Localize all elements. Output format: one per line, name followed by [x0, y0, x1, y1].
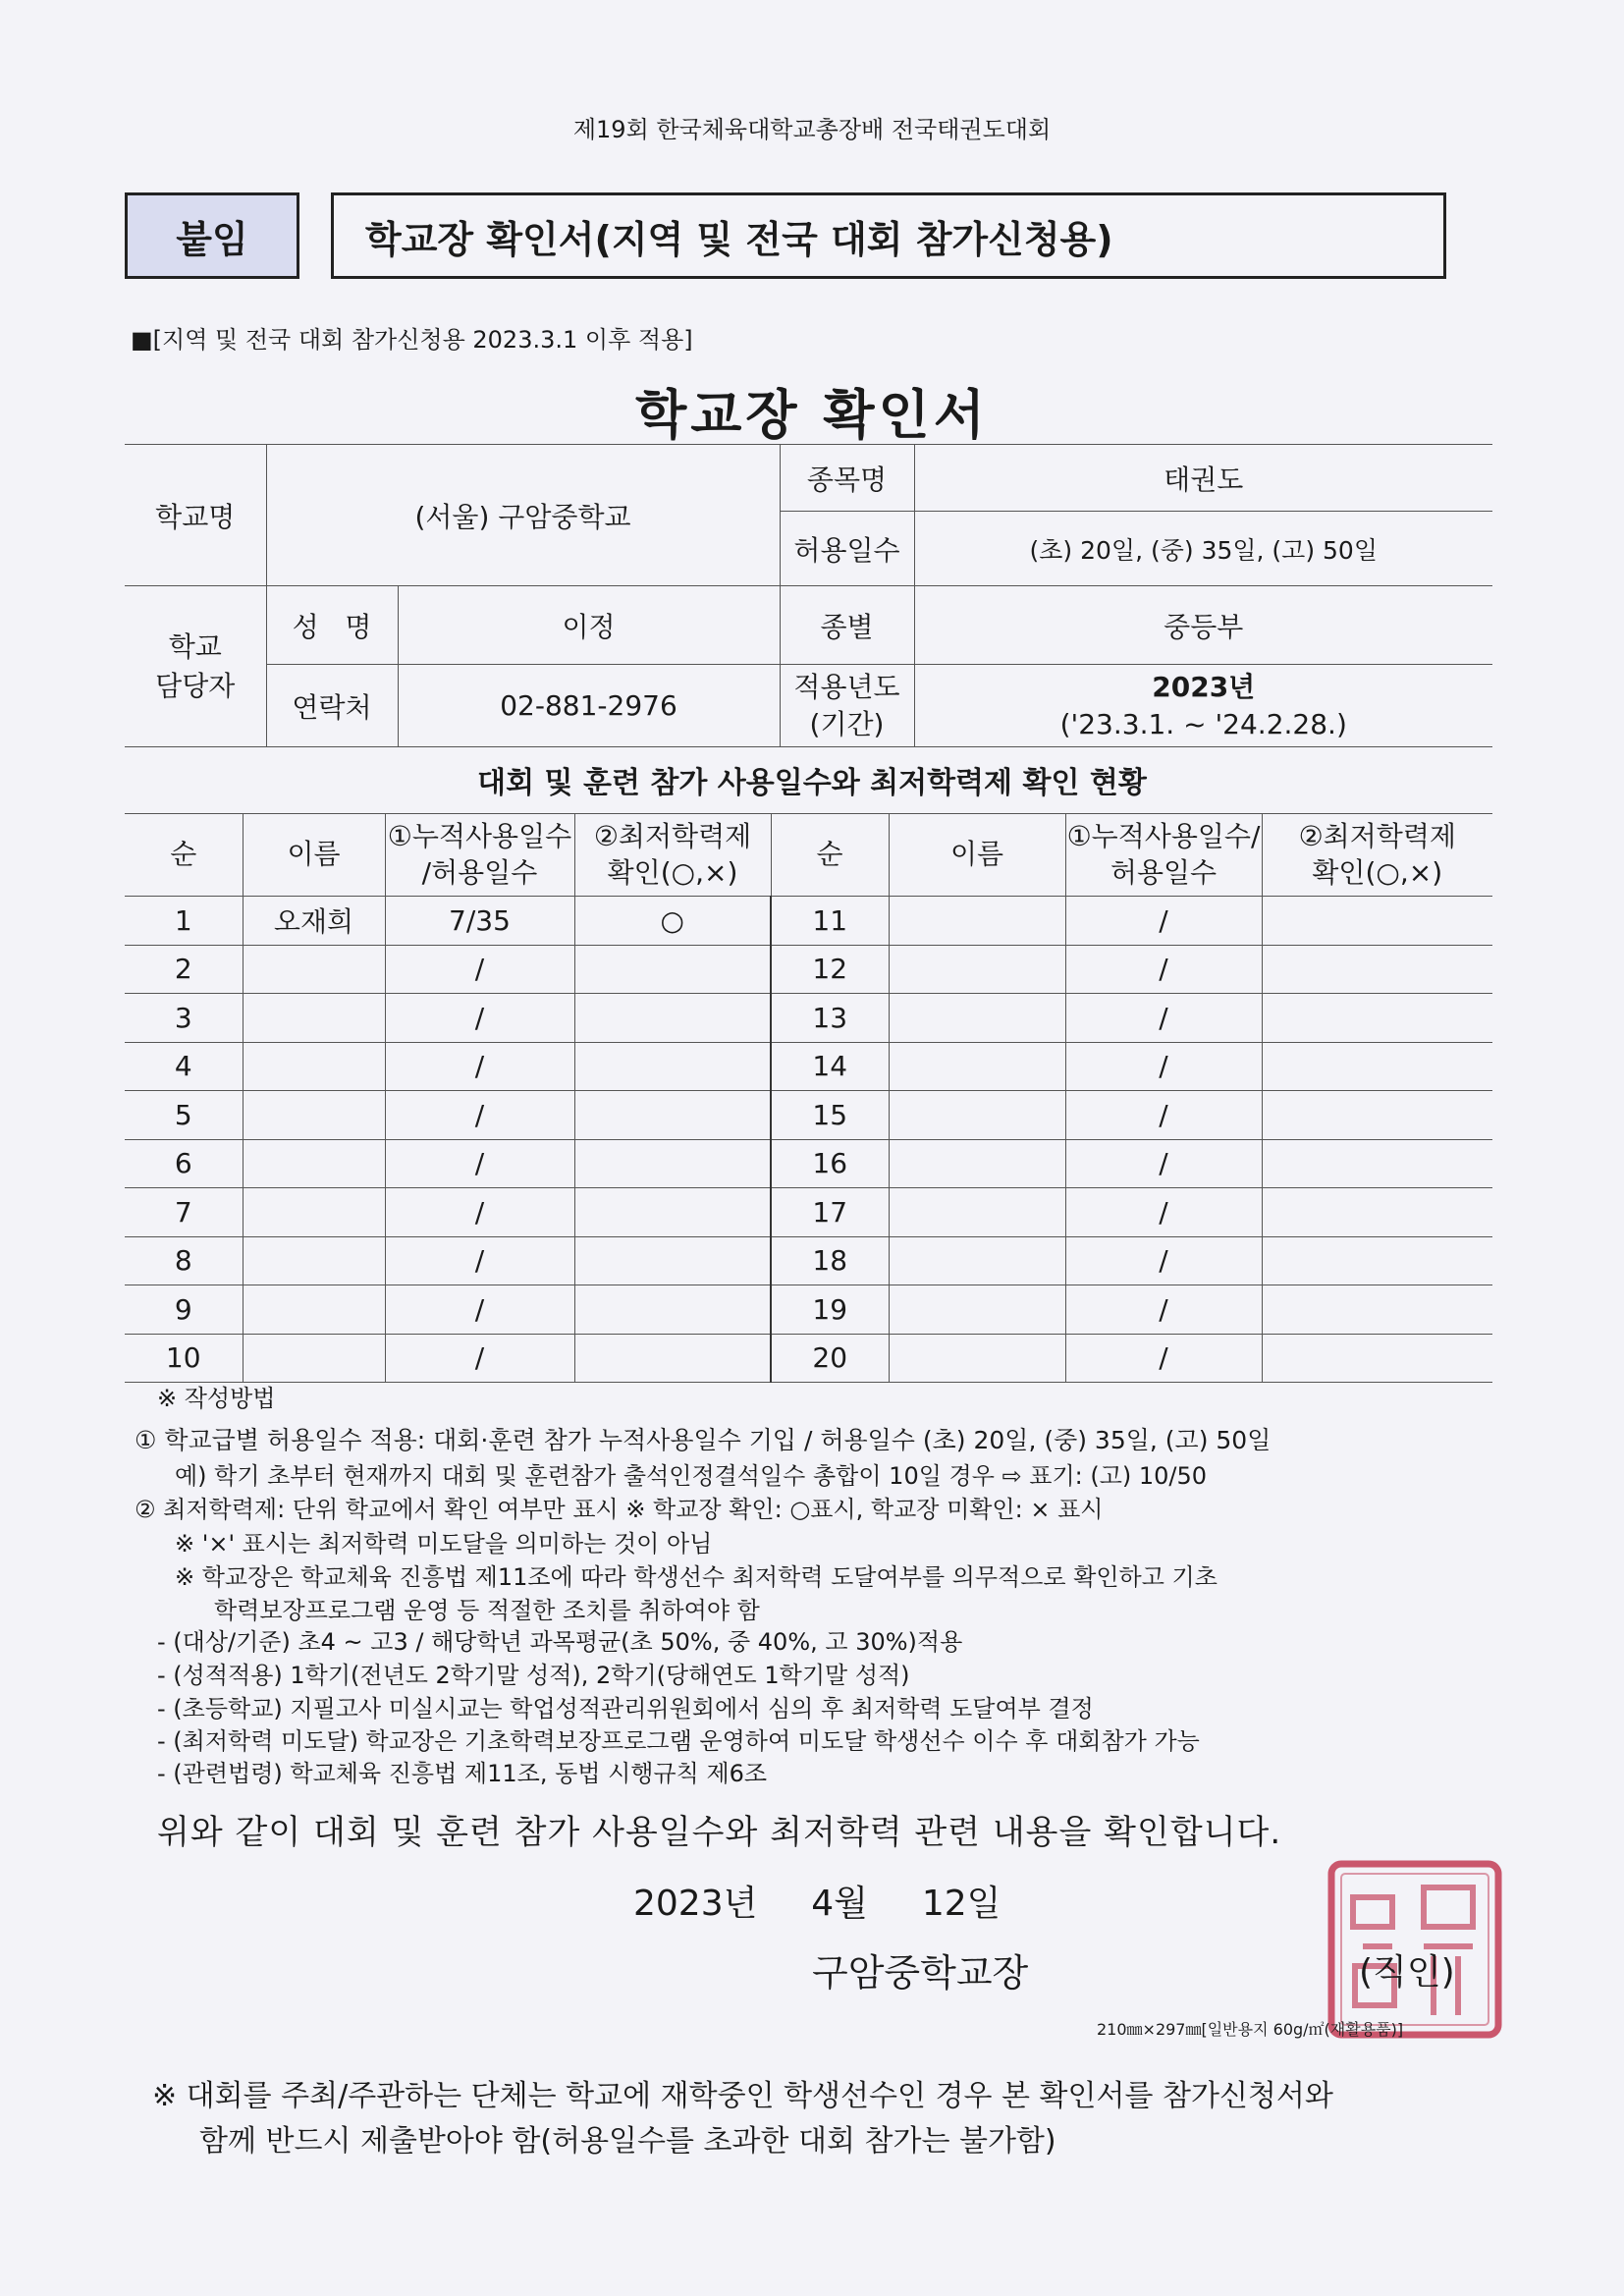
cell-no: 13 — [771, 994, 889, 1043]
notes-heading: ※ 작성방법 — [157, 1385, 276, 1412]
cell-check — [574, 1139, 771, 1188]
cell-no: 6 — [125, 1139, 243, 1188]
cell-check — [1262, 945, 1492, 994]
applied-note: ■[지역 및 전국 대회 참가신청용 2023.3.1 이후 적용] — [131, 326, 693, 354]
cell-no: 4 — [125, 1042, 243, 1091]
cell-name — [243, 1188, 385, 1237]
cell-check — [574, 945, 771, 994]
cell-days: / — [1065, 1285, 1262, 1335]
cell-days: / — [385, 1139, 574, 1188]
issue-date: 2023년 4월 12일 — [633, 1884, 1001, 1924]
cell-name — [243, 1285, 385, 1335]
cell-check — [574, 1236, 771, 1285]
cell-days: / — [1065, 1139, 1262, 1188]
principal-name: 구암중학교장 — [812, 1951, 1029, 1995]
cell-check — [1262, 1236, 1492, 1285]
note-line-7: - (대상/기준) 초4 ~ 고3 / 해당학년 과목평균(초 50%, 중 40%, 고 30%)적용 — [157, 1628, 963, 1656]
cell-days: / — [385, 1236, 574, 1285]
table-row — [125, 945, 1492, 994]
cell-check — [1262, 994, 1492, 1043]
event-title: 제19회 한국체육대학교총장배 전국태권도대회 — [572, 116, 1052, 143]
cell-name — [243, 945, 385, 994]
cell-check — [1262, 1334, 1492, 1383]
note-line-1: ① 학교급별 허용일수 적용: 대회·훈련 참가 누적사용일수 기입 / 허용일수 (초) 20일, (중) 35일, (고) 50일 — [135, 1426, 1272, 1454]
table-row — [125, 1236, 1492, 1285]
cell-check — [1262, 1139, 1492, 1188]
cell-days: / — [385, 1188, 574, 1237]
sport-value: 태권도 — [914, 445, 1492, 512]
footer-notice — [152, 2074, 1333, 2164]
cell-no: 2 — [125, 945, 243, 994]
footer-line-1: ※ 대회를 주최/주관하는 단체는 학교에 재학중인 학생선수인 경우 본 확인서를 참가신청서와 — [152, 2079, 1333, 2113]
note-line-6: 학력보장프로그램 운영 등 적절한 조치를 취하여야 함 — [214, 1597, 760, 1624]
cell-days: / — [385, 994, 574, 1043]
document-title-box: 학교장 확인서(지역 및 전국 대회 참가신청용) — [331, 192, 1446, 279]
table-row — [125, 1188, 1492, 1237]
cell-no: 16 — [771, 1139, 889, 1188]
table-row — [125, 897, 1492, 946]
cell-no: 19 — [771, 1285, 889, 1335]
school-value: (서울) 구암중학교 — [266, 445, 780, 586]
cell-name — [889, 994, 1065, 1043]
cell-check — [574, 994, 771, 1043]
period-value: ('23.3.1. ~ '24.2.28.) — [1059, 707, 1347, 740]
usage-table — [125, 813, 1492, 1383]
table-row — [125, 1334, 1492, 1383]
table-row — [125, 1091, 1492, 1140]
header-check: ②최저학력제 확인(○,×) — [574, 814, 771, 897]
cell-name — [243, 1334, 385, 1383]
year-label: 적용년도 (기간) — [780, 665, 914, 747]
table-row — [125, 1285, 1492, 1335]
cell-name: 오재희 — [243, 897, 385, 946]
allowed-days-label: 허용일수 — [780, 512, 914, 586]
usage-table-header — [125, 814, 1492, 897]
paper-spec-note: 210㎜×297㎜[일반용지 60g/㎡(재활용품)] — [1097, 2020, 1404, 2039]
name-label: 성 명 — [266, 586, 398, 665]
header-days: ①누적사용일수/ 허용일수 — [1065, 814, 1262, 897]
year-value: 2023년 — [1152, 670, 1256, 703]
cell-name — [243, 994, 385, 1043]
cell-name — [243, 1139, 385, 1188]
table-row — [125, 1042, 1492, 1091]
cell-no: 20 — [771, 1334, 889, 1383]
cell-check — [574, 1334, 771, 1383]
main-title: 학교장 확인서 — [635, 384, 989, 446]
confirmation-statement: 위와 같이 대회 및 훈련 참가 사용일수와 최저학력 관련 내용을 확인합니다. — [157, 1813, 1282, 1852]
cell-check — [1262, 1285, 1492, 1335]
cell-no: 17 — [771, 1188, 889, 1237]
cell-days: 7/35 — [385, 897, 574, 946]
cell-days: / — [1065, 1091, 1262, 1140]
cell-days: / — [385, 945, 574, 994]
note-line-4: ※ '×' 표시는 최저학력 미도달을 의미하는 것이 아님 — [175, 1530, 713, 1558]
cell-no: 1 — [125, 897, 243, 946]
table-row — [125, 1139, 1492, 1188]
school-info-table — [125, 444, 1492, 747]
name-value: 이정 — [398, 586, 780, 665]
cell-check — [1262, 1042, 1492, 1091]
seal-label: (직인) — [1359, 1952, 1455, 1993]
cell-name — [889, 1042, 1065, 1091]
cell-check — [574, 1188, 771, 1237]
cell-days: / — [385, 1285, 574, 1335]
cell-days: / — [1065, 945, 1262, 994]
sport-label: 종목명 — [780, 445, 914, 512]
attachment-badge: 붙임 — [125, 192, 299, 279]
cell-days: / — [1065, 1236, 1262, 1285]
cell-name — [889, 1236, 1065, 1285]
cell-name — [889, 1188, 1065, 1237]
cell-days: / — [1065, 1334, 1262, 1383]
cell-no: 10 — [125, 1334, 243, 1383]
cell-no: 5 — [125, 1091, 243, 1140]
cell-check — [574, 1285, 771, 1335]
footer-line-2: 함께 반드시 제출받아야 함(허용일수를 초과한 대회 참가는 불가함) — [199, 2124, 1056, 2159]
cell-no: 11 — [771, 897, 889, 946]
table-row — [125, 994, 1492, 1043]
cell-check — [1262, 1188, 1492, 1237]
cell-no: 7 — [125, 1188, 243, 1237]
note-line-9: - (초등학교) 지필고사 미실시교는 학업성적관리위원회에서 심의 후 최저학력 도달여부 결정 — [157, 1695, 1094, 1722]
school-label: 학교명 — [125, 445, 266, 586]
cell-name — [889, 1139, 1065, 1188]
section-title: 대회 및 훈련 참가 사용일수와 최저학력제 확인 현황 — [477, 766, 1147, 800]
header-no: 순 — [125, 814, 243, 897]
cell-name — [889, 1334, 1065, 1383]
note-line-8: - (성적적용) 1학기(전년도 2학기말 성적), 2학기(당해연도 1학기말 성적) — [157, 1662, 910, 1689]
cell-days: / — [385, 1042, 574, 1091]
cell-no: 8 — [125, 1236, 243, 1285]
header-no: 순 — [771, 814, 889, 897]
note-line-3: ② 최저학력제: 단위 학교에서 확인 여부만 표시 ※ 학교장 확인: ○표시, 학교장 미확인: × 표시 — [135, 1496, 1104, 1523]
cell-name — [243, 1042, 385, 1091]
cell-days: / — [385, 1091, 574, 1140]
cell-check — [1262, 897, 1492, 946]
cell-days: / — [1065, 1188, 1262, 1237]
cell-name — [889, 1091, 1065, 1140]
contact-value: 02-881-2976 — [398, 665, 780, 747]
cell-name — [889, 945, 1065, 994]
cell-days: / — [1065, 897, 1262, 946]
cell-check: ○ — [574, 897, 771, 946]
cell-days: / — [385, 1334, 574, 1383]
note-line-10: - (최저학력 미도달) 학교장은 기초학력보장프로그램 운영하여 미도달 학생선수 이수 후 대회참가 가능 — [157, 1727, 1200, 1755]
note-line-5: ※ 학교장은 학교체육 진흥법 제11조에 따라 학생선수 최저학력 도달여부를 의무적으로 확인하고 기초 — [175, 1563, 1218, 1591]
cell-name — [243, 1091, 385, 1140]
cell-name — [889, 1285, 1065, 1335]
cell-check — [574, 1091, 771, 1140]
contact-label: 연락처 — [266, 665, 398, 747]
cell-check — [574, 1042, 771, 1091]
division-label: 종별 — [780, 586, 914, 665]
header-name: 이름 — [243, 814, 385, 897]
cell-days: / — [1065, 994, 1262, 1043]
cell-no: 18 — [771, 1236, 889, 1285]
header-check: ②최저학력제 확인(○,×) — [1262, 814, 1492, 897]
cell-no: 15 — [771, 1091, 889, 1140]
note-line-11: - (관련법령) 학교체육 진흥법 제11조, 동법 시행규칙 제6조 — [157, 1760, 768, 1787]
header-days: ①누적사용일수 /허용일수 — [385, 814, 574, 897]
cell-check — [1262, 1091, 1492, 1140]
cell-no: 12 — [771, 945, 889, 994]
manager-label: 학교 담당자 — [125, 586, 266, 747]
cell-no: 3 — [125, 994, 243, 1043]
note-line-2: 예) 학기 초부터 현재까지 대회 및 훈련참가 출석인정결석일수 총합이 10일 경우 ⇨ 표기: (고) 10/50 — [175, 1462, 1208, 1490]
allowed-days-value: (초) 20일, (중) 35일, (고) 50일 — [914, 512, 1492, 586]
header-name: 이름 — [889, 814, 1065, 897]
cell-name — [243, 1236, 385, 1285]
cell-name — [889, 897, 1065, 946]
cell-no: 9 — [125, 1285, 243, 1335]
cell-days: / — [1065, 1042, 1262, 1091]
division-value: 중등부 — [914, 586, 1492, 665]
cell-no: 14 — [771, 1042, 889, 1091]
